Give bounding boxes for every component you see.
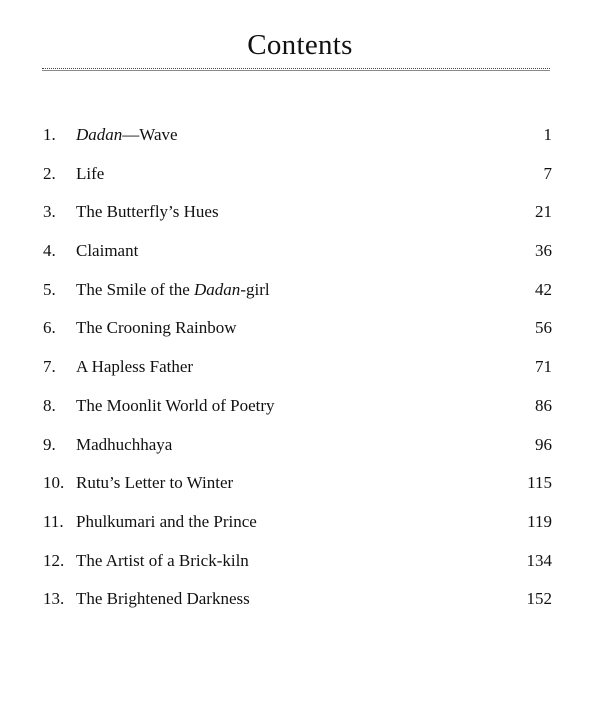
toc-entry-title: [76, 201, 219, 223]
toc-entry-page-number: 134: [526, 550, 552, 570]
toc-entry: [0, 395, 600, 434]
toc-entry-title: [76, 279, 270, 301]
toc-entry-title-part: -girl: [240, 279, 270, 299]
toc-entry: [0, 279, 600, 318]
toc-entry-page-number: 86: [535, 395, 552, 415]
toc-entry-page-number: 7: [543, 163, 552, 183]
toc-entry-title-part: Life: [76, 163, 105, 183]
toc-entry-number: 12.: [43, 550, 65, 570]
toc-entry-title-italic: Dadan: [76, 125, 123, 144]
toc-entry-title-part: A Hapless Father: [76, 357, 194, 377]
toc-entry-page-number: 1: [543, 125, 552, 144]
toc-entry-number: 9.: [43, 434, 56, 454]
title-divider-underline: [42, 70, 550, 71]
toc-entry: [0, 434, 600, 473]
toc-entry-title: [76, 472, 233, 494]
toc-entry-page-number: 119: [527, 511, 552, 531]
toc-entry-title-part: The Smile of the: [76, 279, 195, 299]
toc-entry: [0, 124, 600, 163]
toc-entry-page-number: 56: [535, 318, 552, 338]
toc-entry-number: 5.: [43, 279, 56, 299]
toc-entry: [0, 472, 600, 511]
toc-entry-title: [76, 395, 275, 417]
toc-entry: [0, 317, 600, 356]
toc-entry: [0, 201, 600, 240]
toc-entry-title-part: The Crooning Rainbow: [76, 318, 237, 338]
toc-entry-title: [76, 550, 249, 572]
toc-entry-title: [76, 317, 237, 339]
toc-entry-title-part: Rutu’s Letter to Winter: [76, 473, 234, 493]
toc-entry: [0, 356, 600, 395]
toc-entry-page-number: 96: [535, 434, 552, 454]
toc-entry-page-number: 21: [535, 202, 552, 222]
toc-entry-number: 2.: [43, 163, 56, 183]
toc-entry-title-part: The Artist of a Brick-kiln: [76, 550, 249, 570]
toc-entry: [0, 511, 600, 550]
toc-entry-number: 7.: [43, 357, 56, 377]
toc-entry-number: 4.: [43, 241, 56, 261]
toc-entry-title-part: Claimant: [76, 241, 139, 261]
toc-entry-title: [76, 434, 172, 456]
toc-entry-number: 8.: [43, 395, 56, 415]
toc-entry-page-number: 36: [535, 241, 552, 261]
toc-entry-page-number: 71: [535, 357, 552, 377]
toc-entry-page-number: 152: [526, 589, 552, 609]
toc-entry: [0, 550, 600, 589]
toc-entry-title: [76, 163, 104, 185]
toc-entry-title-part: Phulkumari and the Prince: [76, 511, 257, 531]
title-divider: [42, 68, 550, 69]
toc-entry: [0, 588, 600, 627]
toc-entry-title-part: Madhuchhaya: [76, 434, 173, 454]
toc-entry-title: [76, 511, 257, 533]
toc-entry-number: 11.: [43, 511, 64, 531]
toc-entry-title: [76, 588, 250, 610]
toc-entry-title: [76, 240, 138, 262]
table-of-contents: [0, 124, 600, 627]
toc-entry-title: [76, 124, 178, 146]
toc-entry-title-part: The Brightened Darkness: [76, 589, 250, 609]
toc-entry-number: 3.: [43, 202, 56, 222]
toc-entry-title-part: The Moonlit World of Poetry: [76, 395, 275, 415]
toc-entry: [0, 240, 600, 279]
toc-entry-title-part: The Butterfly’s Hues: [76, 202, 219, 222]
toc-entry-title-part: —Wave: [122, 125, 178, 144]
toc-entry-title: [76, 356, 193, 378]
toc-entry-number: 10.: [43, 473, 65, 493]
toc-entry-number: 6.: [43, 318, 56, 338]
toc-entry: [0, 163, 600, 202]
toc-entry-number: 1.: [43, 125, 56, 144]
toc-entry-page-number: 42: [535, 279, 552, 299]
toc-entry-number: 13.: [43, 589, 65, 609]
page-title: Contents: [247, 29, 353, 61]
toc-entry-page-number: 115: [527, 473, 552, 493]
toc-entry-title-italic: Dadan: [194, 279, 241, 299]
